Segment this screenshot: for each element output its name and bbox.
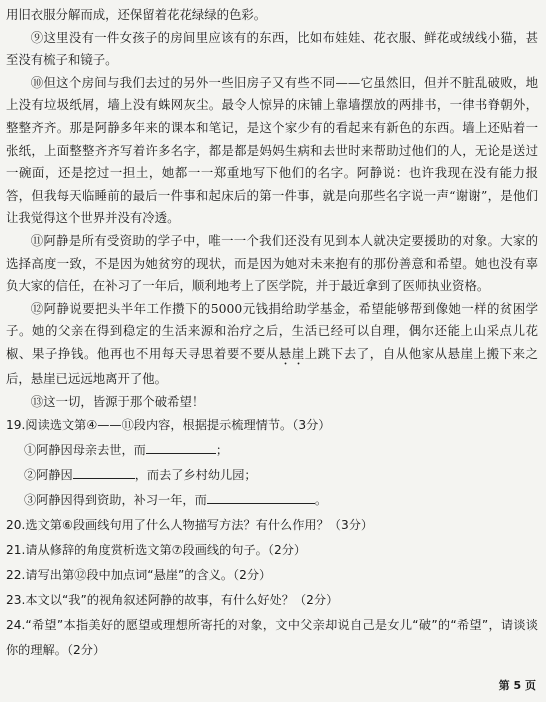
question-20: 20.选文第⑥段画线句用了什么人物描写方法？有什么作用？（3分）	[6, 518, 374, 533]
answer-blank-3[interactable]	[207, 491, 315, 504]
question-19-item-3	[6, 488, 538, 513]
answer-blank-2[interactable]	[73, 466, 135, 479]
paragraph-11: ⑪阿静是所有受资助的学子中，唯一一个我们还没有见到本人就决定要援助的对象。大家的选择高度一致，不是因为她贫穷的现状，而是因为她对未来抱有的那份善意和希望。她也没有辜负大家的信任，在补习了一年后，顺利地考上了医学院，并于最近拿到了医师执业资格。	[6, 232, 538, 294]
question-19-item-1	[6, 438, 538, 463]
dotted-word-xuanya: 悬崖	[278, 345, 305, 361]
question-23: 23.本文以“我”的视角叙述阿静的故事，有什么好处？（2分）	[6, 593, 339, 608]
paragraph-12-part-a: ⑫阿静说要把头半年工作攒下的5000元钱捐给助学基金，希望能够帮到像她一样的贫困学子。她的父亲在得到稳定的生活来源和治疗之后，生活已经可以自理，偶尔还能上山采点儿花椒、果子挣钱。他再也不用每天寻思着要不要从	[6, 300, 538, 361]
answer-blank-1[interactable]	[146, 441, 216, 454]
q19-2-end: ，而去了乡村幼儿园；	[134, 468, 257, 483]
q19-3-text: ③阿静因得到资助，补习一年，而	[24, 493, 207, 508]
paragraph-10: ⑩但这个房间与我们去过的另外一些旧房子又有些不同——它虽然旧，但并不脏乱破败，地上没有垃圾纸屑，墙上没有蛛网灰尘。最令人惊异的床铺上靠墙摆放的两排书，一律书脊朝外，整整齐齐。那是阿静多年来的课本和笔记，是这个家少有的看起来有新色的东西。墙上还贴着一张纸，上面整整齐齐写着许多名字，都是都是妈妈生病和去世时来帮助过他们的人，无论是送过一碗面，还是挖过一担土，她都一一郑重地写下他们的名字。阿静说：也许我现在没有能力报答，但我每天临睡前的最后一件事和起床后的第一件事，就是向那些名字说一声“谢谢”，是他们让我觉得这个世界并没有冷透。	[6, 74, 538, 226]
q19-3-end: 。	[314, 493, 327, 508]
q19-2-text: ②阿静因	[24, 468, 73, 483]
paragraph-12-part-b: 上跳下去了，自从他家从悬崖上搬下来之后，悬崖已远远地离开了他。	[6, 345, 539, 386]
page-number: 第 5 页	[498, 679, 536, 692]
question-22: 22.请写出第⑫段中加点词“悬崖”的含义。（2分）	[6, 568, 272, 583]
paragraph-8-end: 用旧衣服分解而成，还保留着花花绿绿的色彩。	[6, 7, 267, 22]
q19-1-end: ；	[215, 443, 229, 458]
question-21: 21.请从修辞的角度赏析选文第⑦段画线的句子。（2分）	[6, 543, 307, 558]
q19-1-text: ①阿静因母亲去世，而	[24, 443, 146, 458]
question-19-item-2	[6, 463, 538, 488]
paragraph-9: ⑨这里没有一件女孩子的房间里应该有的东西，比如布娃娃、花衣服、鲜花或绒线小猫，甚至没有梳子和镜子。	[6, 29, 538, 68]
question-24: 24.“希望”本指美好的愿望或理想所寄托的对象，文中父亲却说自己是女儿“破”的“希望”，请谈谈你的理解。（2分）	[6, 618, 538, 658]
reading-passage	[6, 4, 538, 663]
paragraph-12	[6, 298, 538, 391]
paragraph-13: ⑬这一切，皆源于那个破希望！	[30, 393, 205, 409]
question-19: 19.阅读选文第④——⑪段内容，根据提示梳理情节。（3分）	[6, 418, 331, 433]
question-block	[6, 413, 538, 663]
